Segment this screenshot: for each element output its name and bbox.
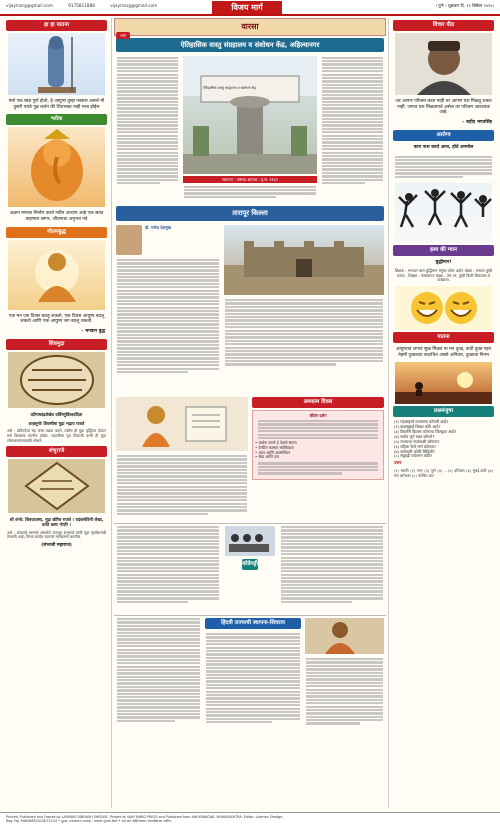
joke-title: बुद्धीमान! — [435, 260, 452, 266]
buddha-image — [8, 240, 105, 310]
bullet-2: • दैनंदिन कामांत सात्त्विकता — [255, 445, 294, 451]
left-quote-3: एक मन एक दिवस बदलू शकतो, एक दिवस आयुष्य बदलू शकतो आणि एक आयुष्य जग बदलू शकतो. — [8, 313, 105, 325]
right-quote-1: जर आपण परिश्रम करत नाही तर आपण यश मिळवू शकत नाही. जगात यश मिळवायचे असेल तर परिश्रम आवश्यक आहे. — [395, 98, 492, 116]
left-quote-2: अज्ञान मनाला निर्माण करते नवीन अध्याय आहे एक सतत वाहणारा सागर, जीवनाचा अनुभव नवे — [9, 211, 104, 222]
quiz-q4: (४) सर्वात जुने शहर कोणते? — [394, 433, 435, 439]
email[interactable]: vijaymarg@gmail.com — [110, 3, 158, 8]
quiz-heading: कोडेपट्टी — [242, 559, 258, 570]
seal-body: शाहसूनोः शिवस्यैषा मुद्रा भद्राय राजते — [28, 420, 85, 426]
ganesha-image — [8, 127, 105, 207]
right-quote-1-author: – शहीद भगतसिंह — [462, 120, 492, 126]
left-heading-3: गोतमबुद्ध — [6, 227, 107, 238]
phone: 9175811888 — [68, 3, 95, 8]
joke-text: शिक्षक : भगवान बारा बुद्धिमान मनुष्य कोण आहे? बंड्या : मनाला तुम्ही करता.. शिक्षक : कसकाय? बंड्या : तेच तर, तुम्ही किती शिकलात ते दाखवता. — [394, 267, 493, 283]
shambhu-seal — [8, 459, 105, 513]
museum-banner: ऐतिहासिक वास्तु संग्रहालय व संशोधन केंद्र, अहिल्यानगर — [116, 38, 384, 52]
website[interactable]: vijaymarg@gmail.com — [6, 3, 53, 8]
section-title: वारसा — [114, 18, 386, 36]
left-heading-2: श्लोक — [6, 114, 107, 125]
answers-text: (१) मराठी (२) नगर (३) पुणे (४) ...(५) हरियाल (६) मुंबई-ठाणे (७) संत ज्ञानेश्वर (८) पश्चिम घाट — [394, 467, 493, 478]
bullet-4: • सेवा आणि दान — [255, 454, 280, 460]
right-heading-3: हस्य की ग्यान — [393, 245, 494, 256]
quiz-heading-right: प्रश्नमंजुषा — [393, 406, 494, 417]
shambhu-text: श्री शंभो: शिवजातस्य, मुद्रा द्योरिव राजते । यदंकसेविनी लेखा, वर्तते कस्य नोपरि । — [9, 517, 104, 528]
quiz-q6: (६) पहिला रेल्वे मार्ग कोणता? — [394, 443, 437, 449]
quiz-q3: (३) शिवनेरी किल्ला कोणत्या जिल्ह्यात आहे? — [394, 429, 457, 435]
quiz-q5: (५) राज्याचा राज्यपक्षी कोणता? — [394, 438, 440, 444]
contact-info — [6, 3, 171, 8]
photo-caption: स्थापना : वास्तव आयाम : इ.स. १९६२ — [183, 176, 317, 183]
shivmudra-seal — [8, 352, 105, 408]
middle-column — [114, 18, 386, 808]
seal-description: अर्थ : प्रतिपदेचा चंद्र जसा वाढत जातो, तशीच ही मुद्रा वृद्धिंगत होऊन सर्व विश्वाला वंदनीय होईल. शहाजीचा पुत्र शिवाजी याची ही मुद्रा लोककल्याणासाठी शोभते. — [7, 428, 106, 443]
imprint-line-2: Reg. No. MAHMAR/2016/71254 • मुद्रक, प्रकाशक व मालक : लक्ष्मण सुभाष शेडगे • सर्व वाद अहिल्यानगर न्यायक्षेत्राच्या अधीन. — [6, 819, 172, 824]
quiz-q8: (८) सह्याद्री पर्वतरांग कोठे? — [394, 453, 433, 459]
quiz-q7: (७) ज्ञानेश्वरी कोणी लिहिली? — [394, 448, 436, 454]
left-heading-5: शंभुराजे — [6, 446, 107, 457]
fort-photo — [224, 225, 384, 295]
masthead — [0, 0, 500, 16]
article-text-left — [114, 54, 181, 202]
right-column — [388, 18, 498, 808]
right-heading-2: आरोग्य — [393, 130, 494, 141]
left-quote-3-author: – भगवान बुद्ध — [81, 329, 105, 335]
saint-illustration — [116, 397, 248, 451]
right-quote-2: काय नाश करते आज, होते अनमोल — [413, 144, 474, 150]
brand-logo: विजय मार्ग — [212, 1, 282, 14]
left-column — [2, 18, 112, 808]
left-heading-1: हा हा यातना — [6, 20, 107, 31]
left-quote-1: मंत्रो एक स्वप्न पूर्ण होतो, हे आयुष्य तुम्हा नवसार असले मी दुसरी पराठे पुन्न कर्तन की शिवभक्त नाही मला होईल — [8, 98, 105, 110]
page-label: भाग — [116, 32, 130, 39]
seal-caption: प्रतिपच्चंद्रलेखेव वर्धिष्णुर्विश्ववंदिता — [30, 411, 83, 417]
quiz-q2: (२) कळसूबाई शिखर कोठे आहे? — [394, 424, 441, 430]
jumping-people-image — [395, 183, 492, 243]
author-photo — [116, 225, 142, 255]
museum-photo — [183, 56, 317, 174]
photo-sign: ऐतिहासिक वास्तु संग्रहालय व संशोधन केंद्र — [203, 86, 257, 91]
shambhu-description: अर्थ : शंकराचे सामर्थ्य असलेले राजपुत्र शंभूराजे यांची मुद्रा सूर्यासारखी तेजस्वी आहे; तिच्या छायेत राहणारे मार्गक्रमण करतील. — [7, 529, 106, 540]
bullet-1: • प्रार्थना करणे हे देवाचे स्मरण — [255, 440, 297, 446]
bullet-3: • ध्यान आणि आत्मचिंतन — [255, 449, 291, 455]
laughing-emoji-image — [395, 286, 492, 330]
date-line: । पुणे । शुक्रवार दि. १२ डिसेंबर २०२५। — [435, 3, 494, 8]
poem-text: आयुष्यात जगावं सुख मिळतं ना मन दुःख, कधी दुःख गहन नेहमी दुःखाच्या कदाचित असते अनिवार, दुःखाचा नियम — [395, 346, 492, 358]
bhagat-singh-portrait — [395, 33, 492, 95]
imprint-line-1: Printed, Published and Owned by LAXMAN SUBHASH SHEDGE, Printed at VIJAY MARG PRESS and Published from AHILYANAGAR, MAHARASHTRA. Editor: Laxman Shedge. — [6, 815, 284, 819]
author-name: डॉ. गणेश देशमुख — [145, 224, 171, 230]
sunset-image — [395, 362, 492, 404]
shambhu-author: (संभाजी महाराज) — [41, 543, 72, 549]
left-heading-4: शिवमुद्रा — [6, 339, 107, 350]
imprint-footer — [0, 812, 500, 836]
right-heading-1: विचार पीठ — [393, 20, 494, 31]
shiva-image — [8, 33, 105, 95]
fort-banner: तारापूर किल्ला — [116, 206, 384, 220]
spiritual-heading: अध्यात्म दिवस — [252, 397, 384, 408]
answer-heading: उत्तर — [394, 461, 402, 467]
school-illustration — [225, 526, 275, 556]
shivaji-photo — [305, 618, 384, 654]
quiz-q1: (१) महाराष्ट्राचे राजभाषा कोणती आहे? — [394, 419, 449, 425]
swaraj-heading: हिंदवी राज्याची स्थापना-शिवराय — [205, 618, 301, 629]
article-text-right — [319, 54, 386, 202]
right-heading-4: यातना — [393, 332, 494, 343]
spiritual-sub: जीवन दर्शन — [309, 412, 327, 418]
